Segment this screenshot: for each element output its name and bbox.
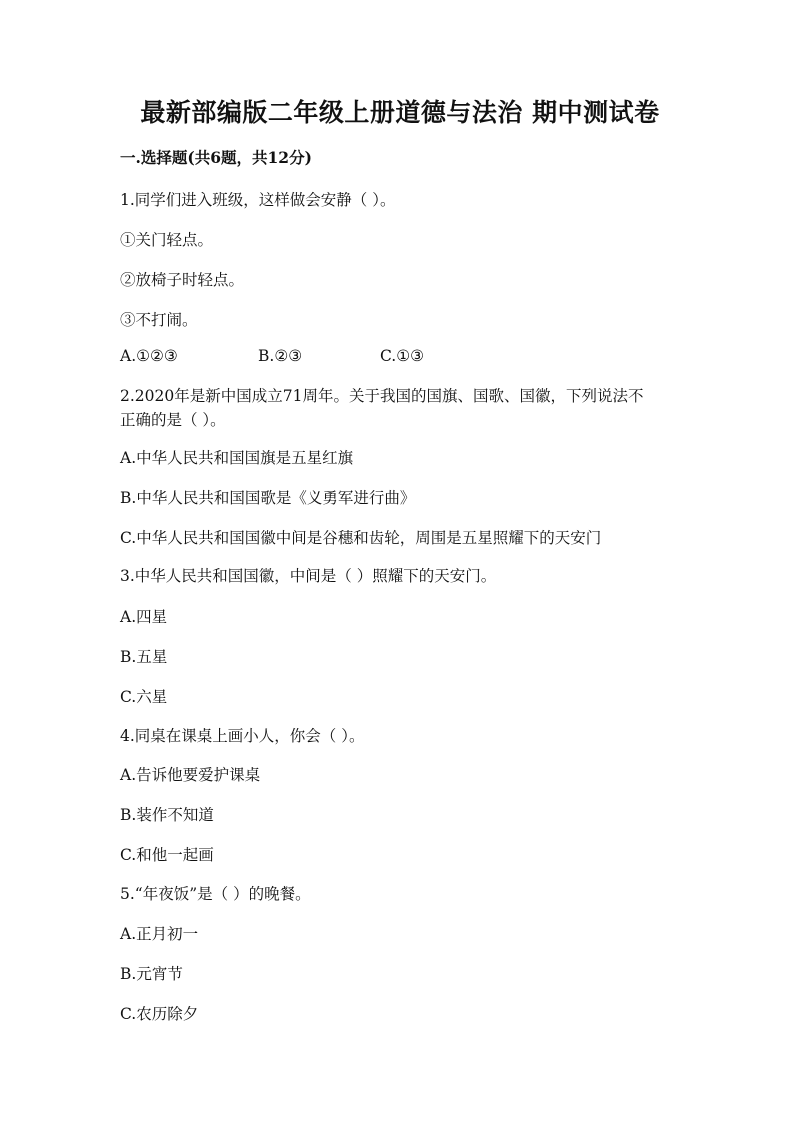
question-5-option-a[interactable]: A.正月初一: [120, 925, 199, 943]
question-1-statement-1: ①关门轻点。: [120, 231, 214, 249]
section-heading: 一.选择题(共6题，共12分): [120, 148, 312, 167]
question-2-stem-line-2: 正确的是（ ）。: [120, 411, 226, 429]
question-5-option-c[interactable]: C.农历除夕: [120, 1005, 199, 1023]
question-1-statement-3: ③不打闹。: [120, 311, 198, 329]
question-1-statement-2: ②放椅子时轻点。: [120, 271, 245, 289]
question-3-stem: 3.中华人民共和国国徽，中间是（ ）照耀下的天安门。: [120, 567, 497, 585]
question-2-stem-line-1: 2.2020年是新中国成立71周年。关于我国的国旗、国歌、国徽，下列说法不: [120, 387, 644, 405]
page-title: 最新部编版二年级上册道德与法治 期中测试卷: [140, 98, 660, 127]
question-2-option-a[interactable]: A.中华人民共和国国旗是五星红旗: [120, 449, 354, 467]
question-5-option-b[interactable]: B.元宵节: [120, 965, 183, 983]
question-3-option-c[interactable]: C.六星: [120, 688, 168, 706]
question-2-option-b[interactable]: B.中华人民共和国国歌是《义勇军进行曲》: [120, 489, 416, 507]
question-2-option-c[interactable]: C.中华人民共和国国徽中间是谷穗和齿轮，周围是五星照耀下的天安门: [120, 529, 602, 547]
question-1-options: [120, 344, 680, 368]
question-4-stem: 4.同桌在课桌上画小人，你会（ ）。: [120, 727, 365, 745]
question-1-option-a[interactable]: A.①②③: [120, 347, 178, 365]
question-4-option-c[interactable]: C.和他一起画: [120, 846, 214, 864]
question-4-option-b[interactable]: B.装作不知道: [120, 806, 214, 824]
question-3-option-b[interactable]: B.五星: [120, 648, 168, 666]
question-5-stem: 5.“年夜饭”是（ ）的晚餐。: [120, 885, 311, 903]
question-1-option-b[interactable]: B.②③: [258, 347, 303, 365]
question-1-stem: 1.同学们进入班级，这样做会安静（ ）。: [120, 191, 396, 209]
question-1-option-c[interactable]: C.①③: [380, 347, 425, 365]
question-4-option-a[interactable]: A.告诉他要爱护课桌: [120, 766, 261, 784]
question-3-option-a[interactable]: A.四星: [120, 608, 168, 626]
